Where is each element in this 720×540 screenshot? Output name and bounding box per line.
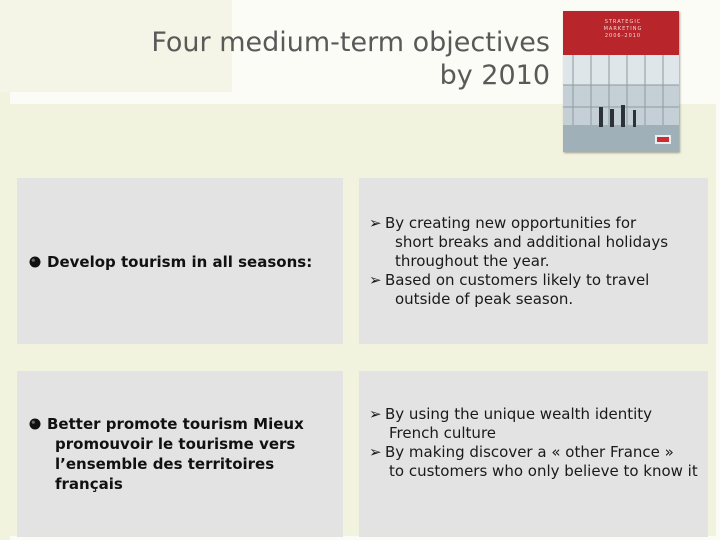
detail-point: [369, 405, 709, 443]
slide-title: [110, 26, 550, 92]
detail-point-rest: outside of peak season.: [395, 290, 574, 308]
detail-point-first: By making discover a « other France »: [385, 443, 674, 461]
detail-point: [369, 271, 709, 309]
slide-title-line-2: by 2010: [439, 60, 550, 91]
details-list-1: [369, 214, 709, 309]
arrow-bullet-icon: ➢: [369, 271, 382, 289]
arrow-bullet-icon: ➢: [369, 443, 382, 461]
detail-point-rest: French culture: [389, 424, 497, 442]
black-circle-bullet-icon: [29, 418, 41, 430]
detail-point-first: Based on customers likely to travel: [385, 271, 650, 289]
black-circle-bullet-icon: [29, 256, 41, 268]
objective-2: [29, 414, 347, 494]
arrow-bullet-icon: ➢: [369, 214, 382, 232]
detail-point: [369, 443, 709, 481]
objective-2-text-rest: promouvoir le tourisme vers l’ensemble des territoires français: [55, 435, 296, 493]
objective-1: [29, 252, 357, 272]
slide-title-line-1: Four medium-term objectives: [151, 27, 550, 58]
detail-point-first: By creating new opportunities for: [385, 214, 637, 232]
objective-1-text: Develop tourism in all seasons:: [47, 253, 313, 271]
cover-title: STRATEGIC MARKETING 2006-2010: [603, 19, 643, 39]
arrow-bullet-icon: ➢: [369, 405, 382, 423]
objective-2-text-first: Better promote tourism Mieux: [47, 415, 304, 433]
detail-point-first: By using the unique wealth identity: [385, 405, 653, 423]
detail-point-rest: short breaks and additional holidays throughout the year.: [395, 233, 669, 270]
airport-hall-image: [563, 55, 679, 152]
detail-point: [369, 214, 709, 271]
strategy-book-cover: [563, 11, 679, 152]
details-list-2: [369, 405, 709, 481]
detail-point-rest: to customers who only believe to know it: [389, 462, 698, 480]
